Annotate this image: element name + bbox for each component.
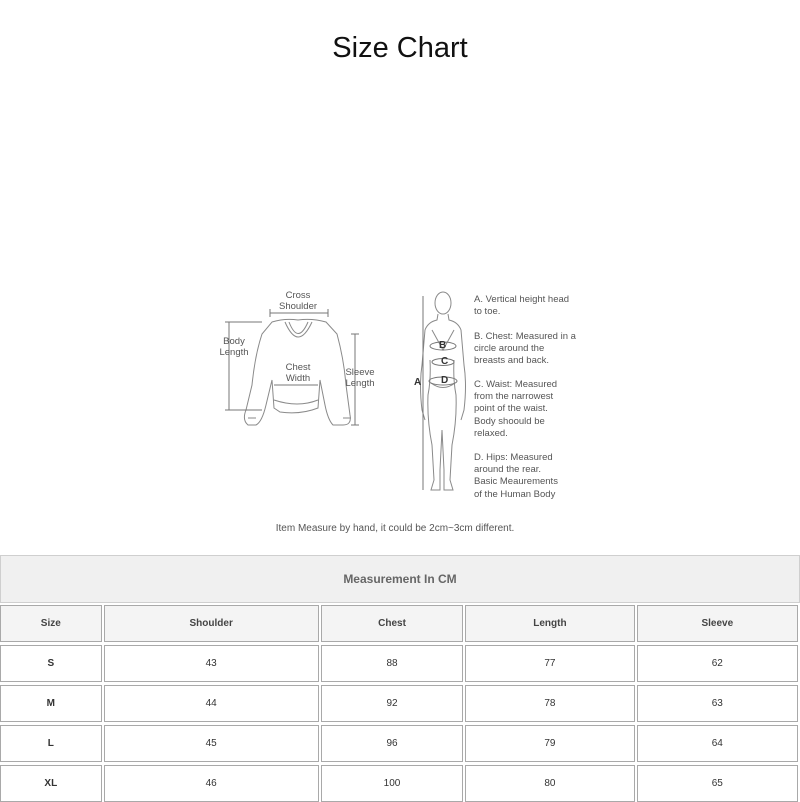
human-body-drawing xyxy=(421,292,466,490)
header-chest: Chest xyxy=(321,605,463,642)
header-shoulder: Shoulder xyxy=(104,605,319,642)
cross-shoulder-label: Cross Shoulder xyxy=(278,290,318,312)
cell-chest: 92 xyxy=(321,685,463,722)
cell-length: 80 xyxy=(465,765,634,802)
cell-size: XL xyxy=(0,765,102,802)
table-row xyxy=(0,645,798,682)
letter-c: C xyxy=(441,356,449,367)
cell-chest: 88 xyxy=(321,645,463,682)
letter-a: A xyxy=(414,377,422,388)
cell-size: S xyxy=(0,645,102,682)
letter-d: D xyxy=(441,375,449,386)
cell-sleeve: 64 xyxy=(637,725,798,762)
table-row xyxy=(0,765,798,802)
cell-shoulder: 45 xyxy=(104,725,319,762)
body-length-label: Body Length xyxy=(219,336,249,358)
letter-b: B xyxy=(439,340,447,351)
cell-sleeve: 62 xyxy=(637,645,798,682)
cell-size: L xyxy=(0,725,102,762)
note-d: D. Hips: Measured around the rear. Basic Meaurements of the Human Body xyxy=(474,452,558,500)
table-row xyxy=(0,685,798,722)
cell-size: M xyxy=(0,685,102,722)
measure-disclaimer: Item Measure by hand, it could be 2cm~3cm different. xyxy=(275,523,515,534)
page-title: Size Chart xyxy=(332,32,468,64)
chest-width-label: Chest Width xyxy=(285,362,311,384)
table-row xyxy=(0,725,798,762)
cell-sleeve: 63 xyxy=(637,685,798,722)
size-table-section xyxy=(0,555,800,789)
cell-sleeve: 65 xyxy=(637,765,798,802)
cell-chest: 100 xyxy=(321,765,463,802)
size-table xyxy=(0,605,800,802)
cell-shoulder: 46 xyxy=(104,765,319,802)
cell-length: 77 xyxy=(465,645,634,682)
table-header-row xyxy=(0,605,798,642)
cell-length: 79 xyxy=(465,725,634,762)
sleeve-length-label: Sleeve Length xyxy=(345,367,375,389)
note-c: C. Waist: Measured from the narrowest point of the waist. Body shoould be relaxed. xyxy=(474,379,558,439)
header-size: Size xyxy=(0,605,102,642)
cell-chest: 96 xyxy=(321,725,463,762)
table-caption: Measurement In CM xyxy=(0,555,800,603)
header-length: Length xyxy=(465,605,634,642)
cell-shoulder: 43 xyxy=(104,645,319,682)
note-b: B. Chest: Measured in a circle around the breasts and back. xyxy=(474,331,576,367)
cell-shoulder: 44 xyxy=(104,685,319,722)
header-sleeve: Sleeve xyxy=(637,605,798,642)
cell-length: 78 xyxy=(465,685,634,722)
note-a: A. Vertical height head to toe. xyxy=(474,294,570,318)
